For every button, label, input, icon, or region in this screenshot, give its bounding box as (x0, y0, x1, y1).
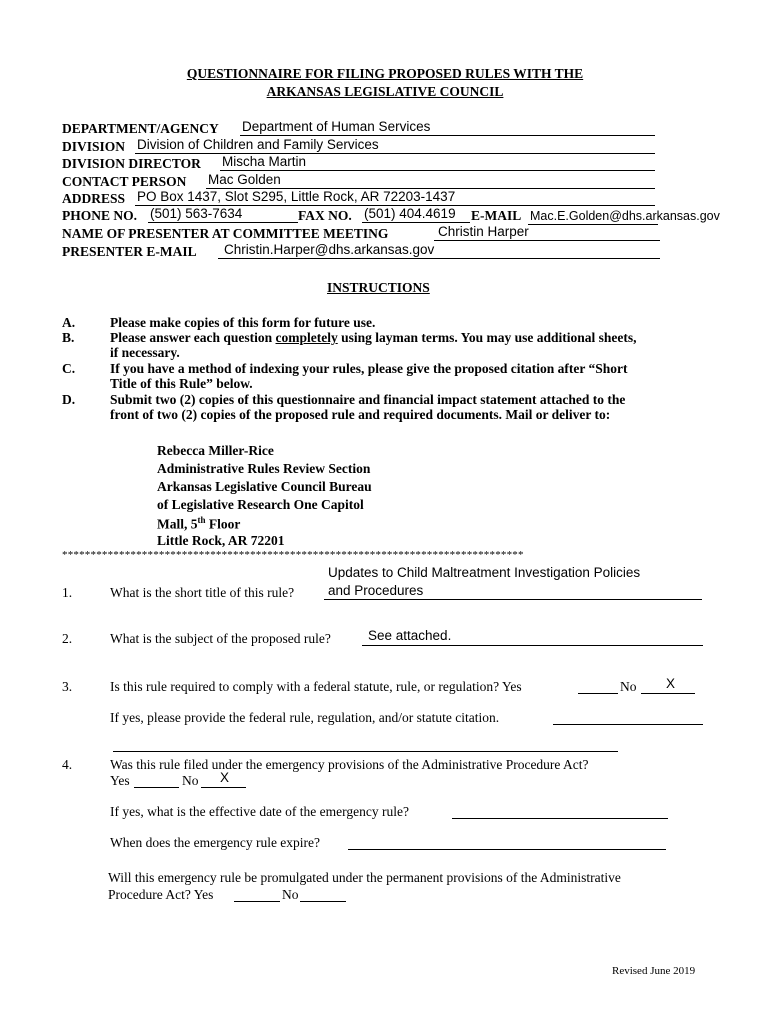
fax-field-line (362, 222, 470, 223)
phone-field-line (148, 222, 298, 223)
address-label: ADDRESS (62, 191, 126, 206)
q3-answer[interactable]: X (666, 676, 676, 691)
director-label: DIVISION DIRECTOR (62, 156, 201, 171)
presenter-value[interactable]: Christin Harper (438, 224, 529, 239)
mail-to-line6: Little Rock, AR 72201 (157, 533, 285, 548)
revision-date: Revised June 2019 (612, 965, 696, 977)
q4-permanent-yes-line (234, 901, 280, 902)
mail-to-line2: Administrative Rules Review Section (157, 461, 371, 476)
instruction-d-text-line1: Submit two (2) copies of this questionnaire and financial impact statement attached to the (110, 392, 626, 407)
instruction-b-marker: B. (62, 330, 75, 345)
email-field-line (528, 224, 658, 225)
fax-value[interactable]: (501) 404.4619 (364, 206, 456, 221)
q3-number: 3. (62, 679, 73, 694)
q4-expire-line (348, 849, 666, 850)
instruction-d-marker: D. (62, 392, 76, 407)
contact-label: CONTACT PERSON (62, 174, 187, 189)
instruction-c-text-line2: Title of this Rule” below. (110, 376, 253, 391)
q2-answer[interactable]: See attached. (368, 628, 452, 643)
presenter-email-field-line (218, 258, 660, 259)
q3-sub-text: If yes, please provide the federal rule, regulation, and/or statute citation. (110, 710, 500, 725)
division-field-line (135, 153, 655, 154)
presenter-email-label: PRESENTER E-MAIL (62, 244, 197, 259)
q4-yes-label: Yes (110, 773, 130, 788)
q2-number: 2. (62, 631, 73, 646)
instruction-c-text-line1: If you have a method of indexing your rules, please give the proposed citation after “Short (110, 361, 628, 376)
instruction-d-text-line2: front of two (2) copies of the proposed rule and required documents. Mail or deliver to: (110, 407, 611, 422)
form-title-line1: QUESTIONNAIRE FOR FILING PROPOSED RULES WITH THE (186, 66, 584, 81)
mail-to-line3: Arkansas Legislative Council Bureau (157, 479, 372, 494)
q3-yes-line (578, 693, 618, 694)
q1-text: What is the short title of this rule? (110, 585, 295, 600)
q2-answer-line (362, 645, 703, 646)
q4-yes-line (134, 787, 179, 788)
presenter-label: NAME OF PRESENTER AT COMMITTEE MEETING (62, 226, 389, 241)
phone-value[interactable]: (501) 563-7634 (150, 206, 243, 221)
q4-permanent-text-line2: Procedure Act? Yes (108, 887, 214, 902)
division-label: DIVISION (62, 139, 126, 154)
presenter-field-line (434, 240, 660, 241)
instruction-a-marker: A. (62, 315, 76, 330)
q4-no-label: No (182, 773, 199, 788)
q4-no-line (201, 787, 246, 788)
asterisk-divider: ********************************************************************************* (62, 549, 524, 561)
fax-label: FAX NO. (298, 208, 352, 223)
q4-expire-text: When does the emergency rule expire? (110, 835, 321, 850)
email-label: E-MAIL (471, 208, 522, 223)
q4-effective-date-line (452, 818, 668, 819)
q3-text: Is this rule required to comply with a federal statute, rule, or regulation? Yes (110, 679, 522, 694)
instruction-b-text: Please answer each question completely using layman terms. You may use additional sheets, (110, 330, 637, 345)
address-value[interactable]: PO Box 1437, Slot S295, Little Rock, AR 72203-1437 (137, 189, 456, 204)
q1-answer-line2[interactable]: and Procedures (328, 583, 424, 598)
q4-answer[interactable]: X (220, 770, 230, 785)
section-separator-line (113, 751, 618, 752)
director-value[interactable]: Mischa Martin (222, 154, 307, 169)
q4-permanent-no-line (300, 901, 346, 902)
q1-answer-line (324, 599, 702, 600)
q4-effective-date-text: If yes, what is the effective date of the emergency rule? (110, 804, 409, 819)
presenter-email-value[interactable]: Christin.Harper@dhs.arkansas.gov (224, 242, 435, 257)
q4-permanent-text-line1: Will this emergency rule be promulgated under the permanent provisions of the Administrative (108, 870, 621, 885)
contact-value[interactable]: Mac Golden (208, 172, 281, 187)
q3-no-line (641, 693, 695, 694)
mail-to-line1: Rebecca Miller-Rice (157, 443, 274, 458)
q4-text: Was this rule filed under the emergency provisions of the Administrative Procedure Act? (110, 757, 589, 772)
phone-label: PHONE NO. (62, 208, 138, 223)
division-value[interactable]: Division of Children and Family Services (137, 137, 379, 152)
instruction-a-text: Please make copies of this form for future use. (110, 315, 376, 330)
instruction-b-text-line2: if necessary. (110, 345, 180, 360)
department-label: DEPARTMENT/AGENCY (62, 121, 219, 136)
instruction-c-marker: C. (62, 361, 76, 376)
email-value[interactable]: Mac.E.Golden@dhs.arkansas.gov (530, 209, 720, 223)
form-title-line2: ARKANSAS LEGISLATIVE COUNCIL (266, 84, 504, 99)
q3-sub-line (553, 724, 703, 725)
instructions-heading: INSTRUCTIONS (327, 280, 430, 295)
director-field-line (220, 170, 655, 171)
department-field-line (240, 135, 655, 136)
mail-to-line5: Mall, 5th Floor (157, 515, 241, 532)
q3-no-label: No (620, 679, 637, 694)
department-value[interactable]: Department of Human Services (242, 119, 431, 134)
q1-answer-line1[interactable]: Updates to Child Maltreatment Investigation Policies (328, 565, 641, 580)
q4-number: 4. (62, 757, 73, 772)
q1-number: 1. (62, 585, 73, 600)
q2-text: What is the subject of the proposed rule? (110, 631, 331, 646)
q4-permanent-no-label: No (282, 887, 299, 902)
mail-to-line4: of Legislative Research One Capitol (157, 497, 364, 512)
